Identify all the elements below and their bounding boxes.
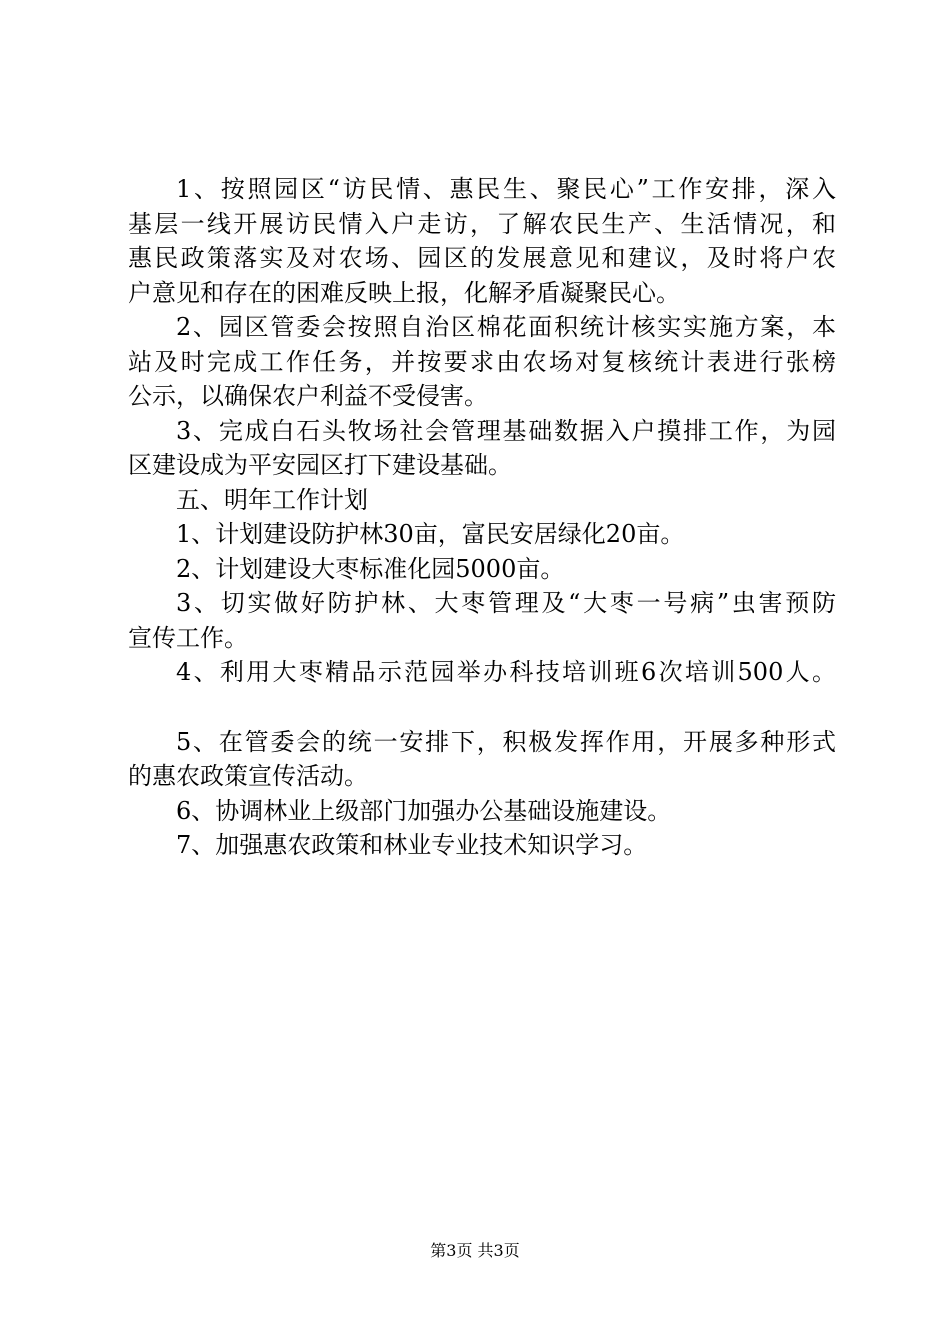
plan-item-1: 1、计划建设防护林30亩，富民安居绿化20亩。: [176, 520, 685, 548]
paragraph-1-line: 户意见和存在的困难反映上报，化解矛盾凝聚民心。: [128, 278, 680, 307]
paragraph-3-line: 3、完成白石头牧场社会管理基础数据入户摸排工作，为园: [176, 416, 836, 445]
plan-item-3-line: 3、切实做好防护林、大枣管理及“大枣一号病”虫害预防: [176, 589, 836, 617]
plan-item-3-line: 宣传工作。: [128, 623, 248, 652]
paragraph-2-line: 公示，以确保农户利益不受侵害。: [128, 382, 488, 410]
plan-item-7: 7、加强惠农政策和林业专业技术知识学习。: [176, 831, 648, 859]
paragraph-1-line: 惠民政策落实及对农场、园区的发展意见和建议，及时将户农: [128, 244, 836, 272]
plan-item-6: 6、协调林业上级部门加强办公基础设施建设。: [176, 796, 672, 825]
paragraph-2-line: 站及时完成工作任务，并按要求由农场对复核统计表进行张榜: [128, 347, 836, 376]
paragraph-1-line: 1、按照园区“访民情、惠民生、聚民心”工作安排，深入: [176, 175, 836, 203]
blank-line: [128, 690, 836, 725]
plan-item-2: 2、计划建设大枣标准化园5000亩。: [176, 554, 565, 583]
plan-item-5-line: 的惠农政策宣传活动。: [128, 762, 368, 790]
paragraph-2-line: 2、园区管委会按照自治区棉花面积统计核实实施方案，本: [176, 313, 836, 341]
document-body: [128, 172, 836, 863]
page-footer: 第3页 共3页: [430, 1241, 520, 1260]
plan-item-5-line: 5、在管委会的统一安排下，积极发挥作用，开展多种形式: [176, 727, 836, 756]
section-heading: 五、明年工作计划: [176, 485, 368, 514]
paragraph-1-line: 基层一线开展访民情入户走访，了解农民生产、生活情况，和: [128, 209, 836, 238]
paragraph-3-line: 区建设成为平安园区打下建设基础。: [128, 451, 512, 479]
plan-item-4: 4、利用大枣精品示范园举办科技培训班6次培训500人。: [176, 658, 836, 686]
